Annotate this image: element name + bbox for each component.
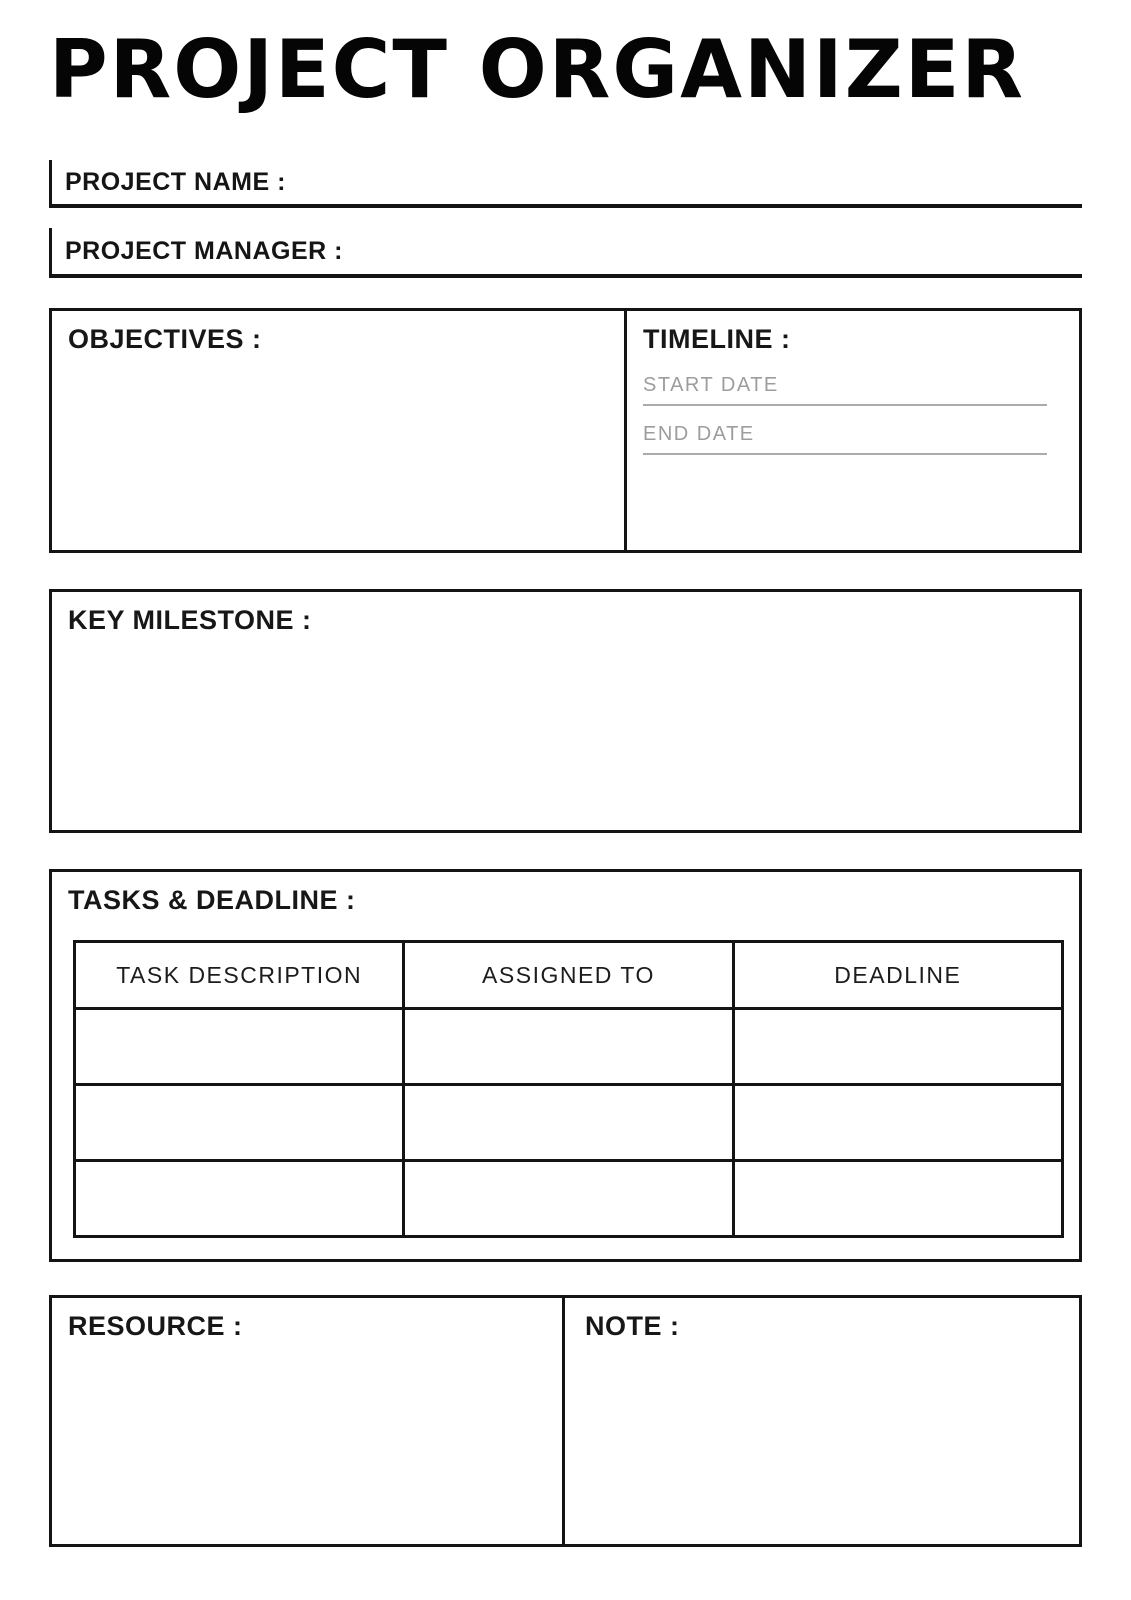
task-table-header — [75, 942, 1063, 1009]
project-manager-field[interactable] — [49, 228, 1082, 278]
key-milestone-box[interactable] — [49, 589, 1082, 833]
end-date-label: END DATE — [643, 422, 755, 445]
task-cell[interactable] — [75, 1161, 404, 1237]
end-date-field[interactable] — [643, 423, 1047, 455]
task-cell[interactable] — [75, 1085, 404, 1161]
resource-label: RESOURCE : — [68, 1311, 243, 1341]
project-manager-label: PROJECT MANAGER : — [65, 236, 343, 265]
task-cell[interactable] — [733, 1161, 1062, 1237]
column-header-assigned-to: ASSIGNED TO — [404, 942, 733, 1009]
header-row — [75, 942, 1063, 1009]
objectives-label: OBJECTIVES : — [68, 324, 262, 354]
task-table — [73, 940, 1064, 1238]
task-cell[interactable] — [404, 1085, 733, 1161]
table-row — [75, 1009, 1063, 1085]
column-header-task-description: TASK DESCRIPTION — [75, 942, 404, 1009]
table-row — [75, 1161, 1063, 1237]
task-cell[interactable] — [733, 1009, 1062, 1085]
note-pane[interactable] — [565, 1298, 1079, 1544]
start-date-field[interactable] — [643, 374, 1047, 406]
column-header-deadline: DEADLINE — [733, 942, 1062, 1009]
tasks-deadline-box — [49, 869, 1082, 1262]
timeline-label: TIMELINE : — [643, 324, 791, 354]
task-cell[interactable] — [404, 1009, 733, 1085]
start-date-label: START DATE — [643, 373, 779, 396]
task-cell[interactable] — [404, 1161, 733, 1237]
key-milestone-label: KEY MILESTONE : — [68, 605, 312, 635]
task-cell[interactable] — [75, 1009, 404, 1085]
table-row — [75, 1085, 1063, 1161]
project-name-label: PROJECT NAME : — [65, 167, 286, 196]
project-name-field[interactable] — [49, 160, 1082, 208]
note-label: NOTE : — [585, 1311, 680, 1341]
task-table-body — [75, 1009, 1063, 1237]
objectives-pane[interactable] — [52, 311, 627, 550]
resource-pane[interactable] — [52, 1298, 565, 1544]
resource-note-box — [49, 1295, 1082, 1547]
tasks-deadline-label: TASKS & DEADLINE : — [68, 885, 356, 915]
objectives-timeline-box — [49, 308, 1082, 553]
page-title: PROJECT ORGANIZER — [49, 23, 1025, 116]
timeline-pane — [627, 311, 1079, 550]
task-cell[interactable] — [733, 1085, 1062, 1161]
